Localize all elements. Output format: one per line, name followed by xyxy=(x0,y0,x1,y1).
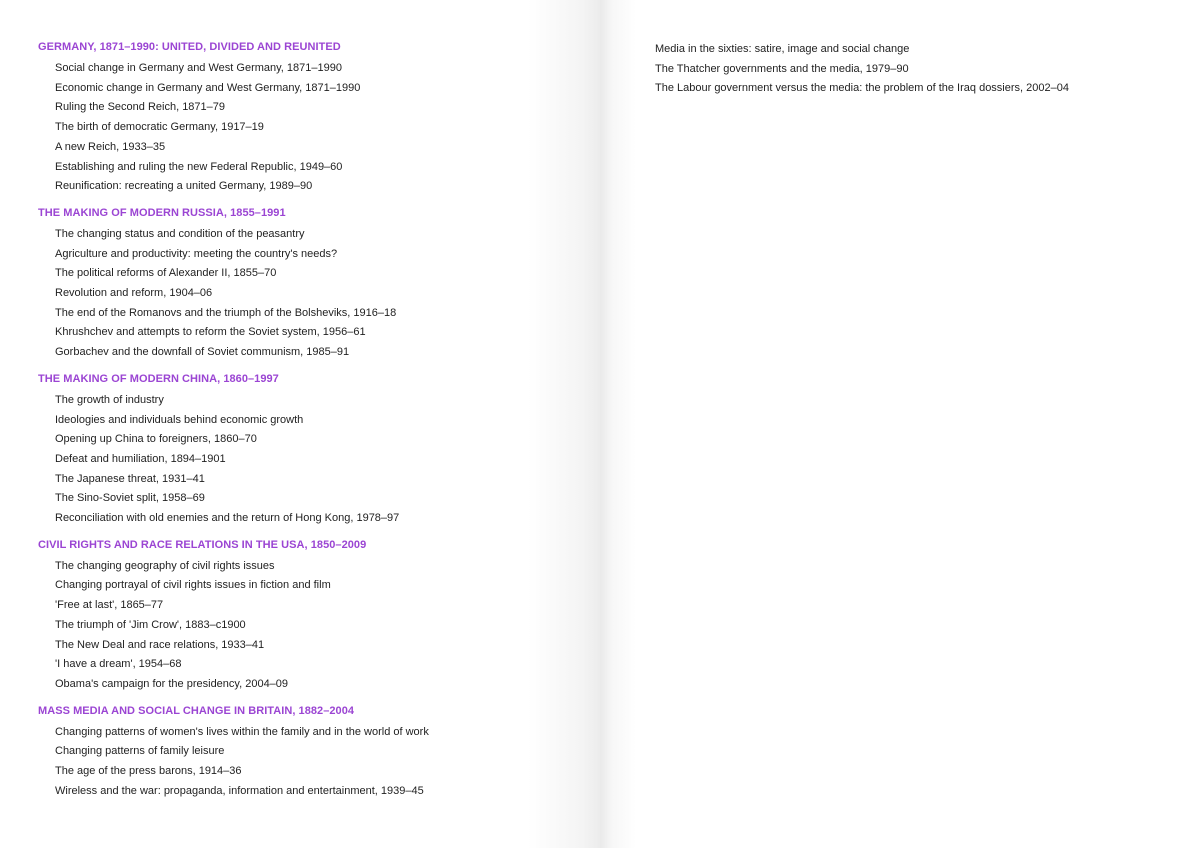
topic-item: Khrushchev and attempts to reform the Soviet system, 1956–61 xyxy=(55,326,366,339)
topic-item: Social change in Germany and West Germany, 1871–1990 xyxy=(55,62,342,74)
topic-item: The Japanese threat, 1931–41 xyxy=(55,472,205,485)
section-mass-media-britain xyxy=(38,704,429,802)
section-heading: GERMANY, 1871–1990: UNITED, DIVIDED AND REUNITED xyxy=(38,41,341,53)
topic-item: The Sino-Soviet split, 1958–69 xyxy=(55,492,205,505)
topic-item: Gorbachev and the downfall of Soviet communism, 1985–91 xyxy=(55,346,350,359)
right-page-contents xyxy=(655,40,1069,99)
topic-item: The end of the Romanovs and the triumph of the Bolsheviks, 1916–18 xyxy=(55,306,397,319)
topic-item: A new Reich, 1933–35 xyxy=(55,140,166,153)
topic-item: The changing geography of civil rights issues xyxy=(55,559,275,572)
topic-item: Reconciliation with old enemies and the return of Hong Kong, 1978–97 xyxy=(55,512,400,525)
topic-item: 'I have a dream', 1954–68 xyxy=(55,658,182,671)
section-heading: THE MAKING OF MODERN CHINA, 1860–1997 xyxy=(38,372,279,385)
section-germany xyxy=(38,40,429,197)
topic-item: The triumph of 'Jim Crow', 1883–c1900 xyxy=(55,618,246,631)
topic-item: The changing status and condition of the peasantry xyxy=(55,227,305,240)
section-heading: MASS MEDIA AND SOCIAL CHANGE IN BRITAIN, 1882–2004 xyxy=(38,704,355,717)
section-china xyxy=(38,372,429,529)
section-civil-rights-usa xyxy=(38,538,429,695)
section-russia xyxy=(38,206,429,363)
topic-item: The Thatcher governments and the media, 1979–90 xyxy=(655,62,909,75)
topic-item: Ruling the Second Reich, 1871–79 xyxy=(55,101,226,114)
topic-item: The growth of industry xyxy=(55,393,164,406)
topic-item: Changing patterns of family leisure xyxy=(55,745,225,758)
topic-item: Economic change in Germany and West Germany, 1871–1990 xyxy=(55,81,361,94)
topic-item: Media in the sixties: satire, image and social change xyxy=(655,43,910,55)
topic-item: The age of the press barons, 1914–36 xyxy=(55,765,242,778)
topic-item: Obama's campaign for the presidency, 2004–09 xyxy=(55,677,289,690)
topic-item: Ideologies and individuals behind economic growth xyxy=(55,413,304,426)
topic-item: The birth of democratic Germany, 1917–19 xyxy=(55,121,264,134)
topic-item: Defeat and humiliation, 1894–1901 xyxy=(55,452,226,465)
topic-item: 'Free at last', 1865–77 xyxy=(55,599,164,612)
right-page xyxy=(600,0,1200,848)
topic-item: Agriculture and productivity: meeting the country's needs? xyxy=(55,247,338,260)
topic-item: The Labour government versus the media: the problem of the Iraq dossiers, 2002–04 xyxy=(655,82,1069,95)
section-heading: THE MAKING OF MODERN RUSSIA, 1855–1991 xyxy=(38,206,286,219)
topic-item: Establishing and ruling the new Federal Republic, 1949–60 xyxy=(55,160,343,173)
topic-item: Wireless and the war: propaganda, information and entertainment, 1939–45 xyxy=(55,784,424,797)
topic-item: The New Deal and race relations, 1933–41 xyxy=(55,638,265,651)
topic-item: The political reforms of Alexander II, 1855–70 xyxy=(55,267,277,280)
topic-item: Changing portrayal of civil rights issues in fiction and film xyxy=(55,579,331,592)
topic-item: Revolution and reform, 1904–06 xyxy=(55,287,213,300)
topic-item: Opening up China to foreigners, 1860–70 xyxy=(55,433,257,446)
left-page-contents xyxy=(38,40,429,802)
topic-item: Changing patterns of women's lives within the family and in the world of work xyxy=(55,725,429,738)
topic-item: Reunification: recreating a united Germany, 1989–90 xyxy=(55,180,313,193)
section-heading: CIVIL RIGHTS AND RACE RELATIONS IN THE USA, 1850–2009 xyxy=(38,538,367,551)
